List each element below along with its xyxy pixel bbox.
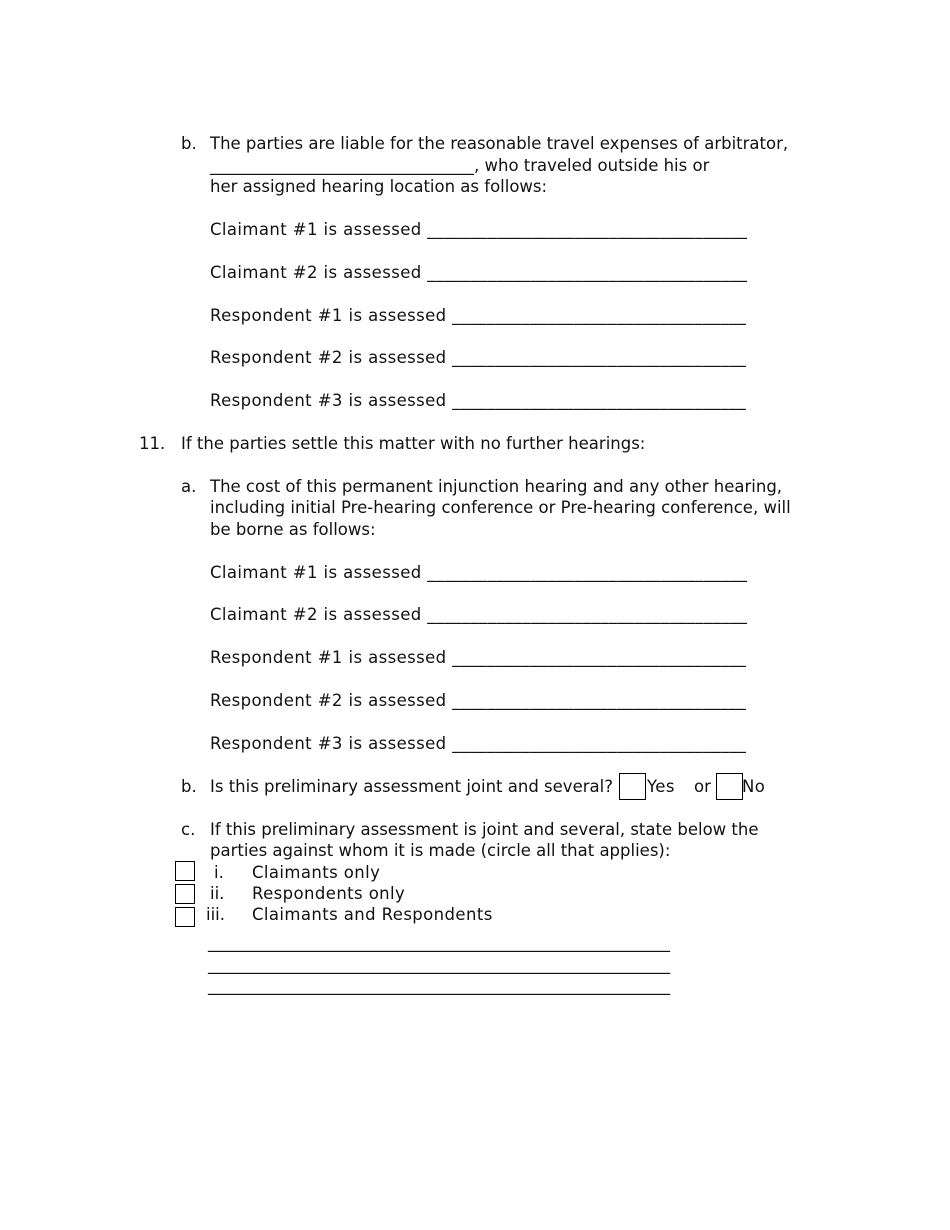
option-label: Claimants only — [252, 863, 381, 882]
assessment-row — [210, 562, 747, 584]
item-11-heading: If the parties settle this matter with no further hearings: — [181, 434, 646, 453]
assessment-label: Claimant #2 is assessed — [210, 263, 422, 282]
assessment-row — [210, 347, 746, 369]
assessment-blank[interactable]: __________________________________ — [452, 348, 747, 367]
option-numeral: i. — [214, 863, 224, 882]
section-b-marker: b. — [181, 134, 197, 153]
assessment-label: Claimant #1 is assessed — [210, 563, 422, 582]
assessment-row — [210, 390, 746, 412]
assessment-label: Respondent #2 is assessed — [210, 348, 447, 367]
assessment-row — [210, 262, 747, 284]
option-numeral: ii. — [210, 884, 225, 903]
assessment-blank[interactable]: __________________________________ — [452, 691, 747, 710]
claimants-and-respondents-checkbox[interactable] — [175, 907, 195, 927]
option-label: Claimants and Respondents — [252, 905, 493, 924]
blank-line[interactable]: ________________________________________________________ — [208, 933, 670, 952]
assessment-blank[interactable]: __________________________________ — [452, 734, 747, 753]
assessment-row — [210, 690, 746, 712]
section-a-marker: a. — [181, 477, 197, 496]
assessment-row — [210, 305, 746, 327]
section-c-line-2: parties against whom it is made (circle all that applies): — [210, 841, 671, 860]
assessment-label: Respondent #2 is assessed — [210, 691, 447, 710]
section-a-line-2: including initial Pre-hearing conference or Pre-hearing conference, will — [210, 498, 791, 517]
assessment-blank[interactable]: _____________________________________ — [427, 563, 748, 582]
assessment-blank[interactable]: _____________________________________ — [427, 605, 748, 624]
or-label: or — [694, 777, 711, 796]
assessment-label: Respondent #1 is assessed — [210, 306, 447, 325]
item-11-number: 11. — [139, 434, 166, 453]
assessment-blank[interactable]: __________________________________ — [452, 306, 747, 325]
section-b-line-3: her assigned hearing location as follows: — [210, 177, 548, 196]
section-b-line-1: The parties are liable for the reasonable travel expenses of arbitrator, — [210, 134, 789, 153]
option-numeral: iii. — [206, 905, 225, 924]
joint-several-question: Is this preliminary assessment joint and several? — [210, 777, 613, 796]
section-a-line-3: be borne as follows: — [210, 520, 376, 539]
assessment-blank[interactable]: __________________________________ — [452, 648, 747, 667]
yes-checkbox[interactable] — [619, 773, 646, 800]
blank-line[interactable]: ________________________________________________________ — [208, 976, 670, 995]
claimants-only-checkbox[interactable] — [175, 861, 195, 881]
section-b-joint-marker: b. — [181, 777, 197, 796]
option-label: Respondents only — [252, 884, 406, 903]
assessment-row — [210, 733, 746, 755]
blank-line[interactable]: ________________________________________________________ — [208, 955, 670, 974]
assessment-row — [210, 604, 747, 626]
section-c-line-1: If this preliminary assessment is joint and several, state below the — [210, 820, 759, 839]
assessment-row — [210, 647, 746, 669]
assessment-label: Respondent #3 is assessed — [210, 391, 447, 410]
no-label: No — [742, 777, 766, 796]
assessment-blank[interactable]: _____________________________________ — [427, 220, 748, 239]
assessment-blank[interactable]: __________________________________ — [452, 391, 747, 410]
section-a-line-1: The cost of this permanent injunction hearing and any other hearing, — [210, 477, 783, 496]
assessment-label: Claimant #2 is assessed — [210, 605, 422, 624]
arbitrator-name-field[interactable]: ________________________________, who traveled outside his or — [210, 156, 710, 175]
assessment-blank[interactable]: _____________________________________ — [427, 263, 748, 282]
assessment-label: Respondent #1 is assessed — [210, 648, 447, 667]
no-checkbox[interactable] — [716, 773, 743, 800]
assessment-label: Respondent #3 is assessed — [210, 734, 447, 753]
respondents-only-checkbox[interactable] — [175, 884, 195, 904]
assessment-row — [210, 219, 747, 241]
yes-label: Yes — [647, 777, 675, 796]
section-c-marker: c. — [181, 820, 196, 839]
assessment-label: Claimant #1 is assessed — [210, 220, 422, 239]
